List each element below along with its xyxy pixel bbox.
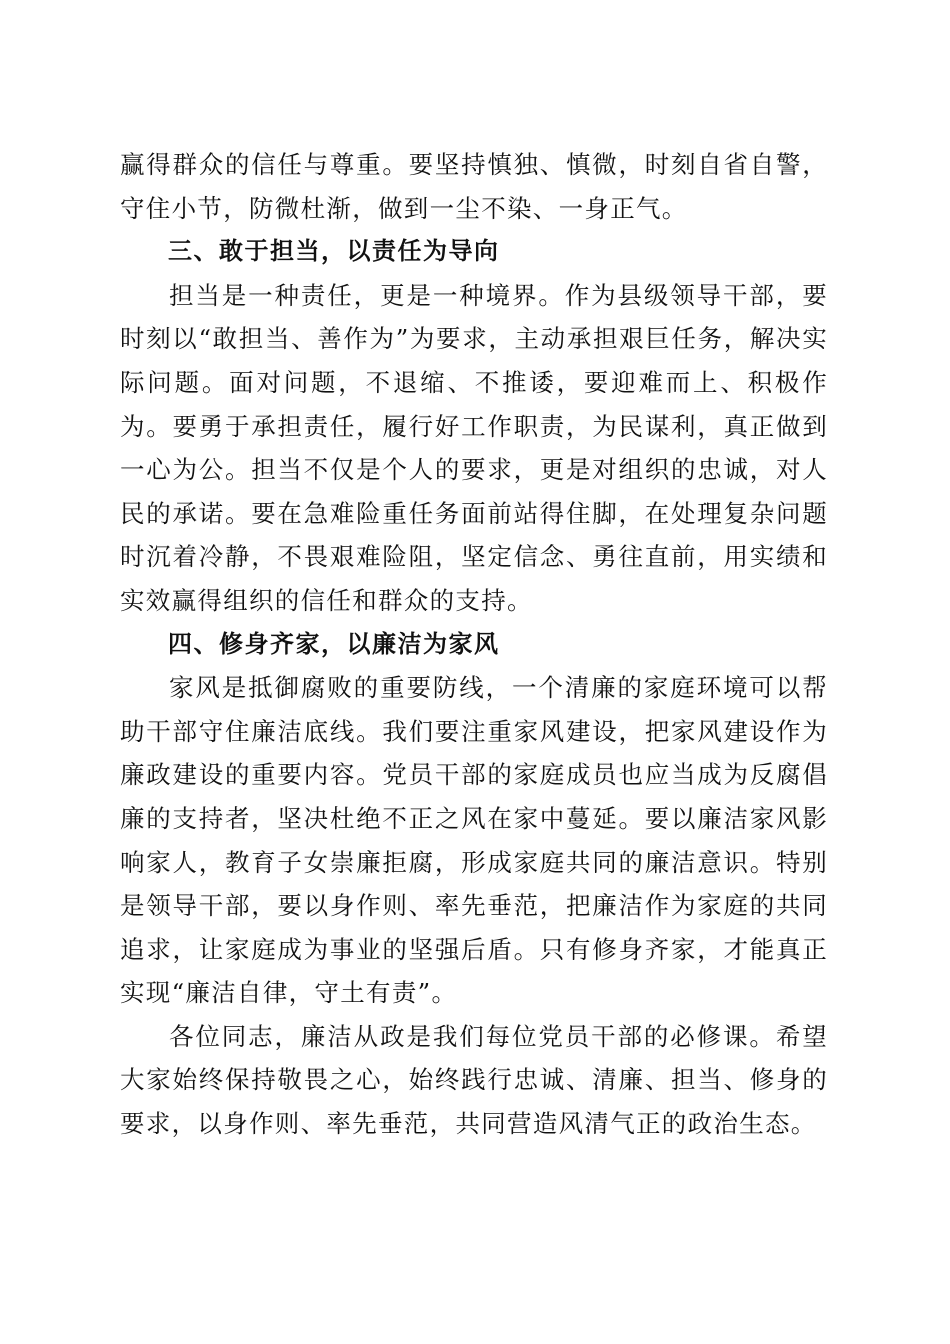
section-body-3: 担当是一种责任，更是一种境界。作为县级领导干部，要时刻以“敢担当、善作为”为要求，主动承担艰巨任务，解决实际问题。面对问题，不退缩、不推诿，要迎难而上、积极作为。要勇于承担责任，履行好工作职责，为民谋利，真正做到一心为公。担当不仅是个人的要求，更是对组织的忠诚，对人民的承诺。要在急难险重任务面前站得住脚，在处理复杂问题时沉着冷静，不畏艰难险阻，坚定信念、勇往直前，用实绩和实效赢得组织的信任和群众的支持。 [120,280,828,615]
section-heading-4: 四、修身齐家，以廉洁为家风 [168,629,500,658]
section-heading-3: 三、敢于担当，以责任为导向 [168,237,500,266]
closing-paragraph: 各位同志，廉洁从政是我们每位党员干部的必修课。希望大家始终保持敬畏之心，始终践行忠诚、清廉、担当、修身的要求，以身作则、率先垂范，共同营造风清气正的政治生态。 [120,1021,828,1139]
document-body [120,143,828,1146]
paragraph-continued: 赢得群众的信任与尊重。要坚持慎独、慎微，时刻自省自警，守住小节，防微杜渐，做到一尘不染、一身正气。 [120,150,828,223]
section-body-4: 家风是抵御腐败的重要防线，一个清廉的家庭环境可以帮助干部守住廉洁底线。我们要注重家风建设，把家风建设作为廉政建设的重要内容。党员干部的家庭成员也应当成为反腐倡廉的支持者，坚决杜绝不正之风在家中蔓延。要以廉洁家风影响家人，教育子女崇廉拒腐，形成家庭共同的廉洁意识。特别是领导干部，要以身作则、率先垂范，把廉洁作为家庭的共同追求，让家庭成为事业的坚强后盾。只有修身齐家，才能真正实现“廉洁自律，守土有责”。 [120,673,828,1008]
